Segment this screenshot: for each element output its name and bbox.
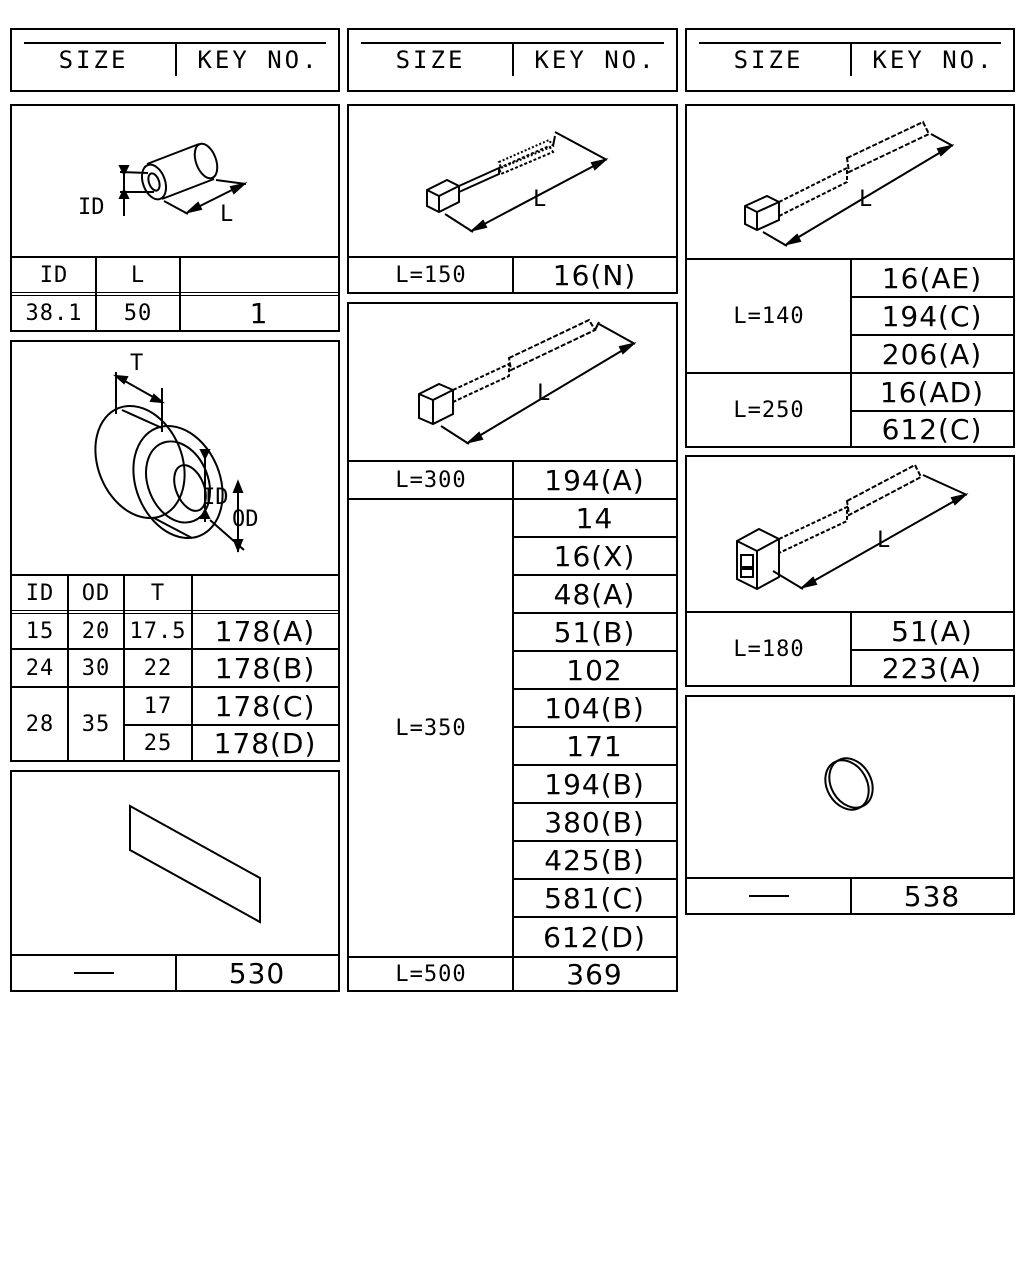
long-tie-key: 104(B) xyxy=(513,688,676,726)
long-tie-key: 16(X) xyxy=(513,536,676,574)
grommet-key-value: 178(A) xyxy=(192,610,338,648)
grommet-key-value: 178(C) xyxy=(192,686,338,724)
grommet-col-id: ID xyxy=(12,574,68,610)
cap-key-value: 538 xyxy=(851,877,1013,913)
long-tie-l-label: L xyxy=(537,381,551,406)
grommet-od-value: 30 xyxy=(68,648,124,686)
tube-col-key xyxy=(180,256,338,292)
tube-col-l: L xyxy=(96,256,180,292)
wide-tie-l-label: L xyxy=(859,187,873,212)
small-tie-panel xyxy=(347,104,678,294)
long-tie-key: 425(B) xyxy=(513,840,676,878)
grommet-col-key xyxy=(192,574,338,610)
long-tie-key: 51(B) xyxy=(513,612,676,650)
cable-tie-illustration xyxy=(349,106,676,256)
long-tie-size: L=350 xyxy=(349,498,513,956)
tube-id-value: 38.1 xyxy=(12,292,96,330)
tube-l-label: L xyxy=(220,202,234,227)
sheet-size-dash xyxy=(12,954,176,990)
long-tie-key: 380(B) xyxy=(513,802,676,840)
grommet-od-label: OD xyxy=(232,507,259,532)
key-no-header: KEY NO. xyxy=(872,46,995,74)
sheet-panel xyxy=(10,770,340,992)
long-tie-key: 581(C) xyxy=(513,878,676,916)
grommet-t-label: T xyxy=(130,351,144,376)
clip-tie-key: 51(A) xyxy=(851,611,1013,649)
long-tie-key: 194(B) xyxy=(513,764,676,802)
tube-illustration xyxy=(12,106,338,256)
long-tie-key: 369 xyxy=(513,956,676,990)
grommet-t-value: 25 xyxy=(124,724,192,760)
long-tie-key: 171 xyxy=(513,726,676,764)
grommet-key-value: 178(B) xyxy=(192,648,338,686)
grommet-id-value: 24 xyxy=(12,648,68,686)
long-tie-key: 48(A) xyxy=(513,574,676,612)
grommet-od-value: 20 xyxy=(68,610,124,648)
cap-illustration xyxy=(687,697,1013,877)
cable-tie-illustration xyxy=(349,304,676,460)
size-header: SIZE xyxy=(58,46,129,74)
wide-tie-size: L=140 xyxy=(687,258,851,372)
cable-tie-clip-illustration xyxy=(687,457,1013,611)
grommet-od-value: 35 xyxy=(68,686,124,760)
long-tie-key: 194(A) xyxy=(513,460,676,498)
grommet-key-value: 178(D) xyxy=(192,724,338,760)
wide-tie-size: L=250 xyxy=(687,372,851,446)
clip-tie-panel xyxy=(685,455,1015,687)
header-col-1 xyxy=(10,28,340,92)
tube-key-value: 1 xyxy=(180,292,338,330)
grommet-t-value: 17 xyxy=(124,686,192,724)
wide-tie-key: 206(A) xyxy=(851,334,1013,372)
grommet-id-value: 15 xyxy=(12,610,68,648)
header-col-2 xyxy=(347,28,678,92)
wide-tie-key: 194(C) xyxy=(851,296,1013,334)
long-tie-size: L=500 xyxy=(349,956,513,990)
cap-size-dash xyxy=(687,877,851,913)
small-tie-size: L=150 xyxy=(349,256,513,292)
sheet-illustration xyxy=(12,772,338,954)
small-tie-key: 16(N) xyxy=(513,256,676,292)
grommet-col-od: OD xyxy=(68,574,124,610)
grommet-t-value: 17.5 xyxy=(124,610,192,648)
cable-tie-illustration xyxy=(687,106,1013,258)
cap-panel xyxy=(685,695,1015,915)
size-header: SIZE xyxy=(733,46,804,74)
header-col-3 xyxy=(685,28,1015,92)
grommet-id-label: ID xyxy=(202,485,229,510)
tube-l-value: 50 xyxy=(96,292,180,330)
tube-id-label: ID xyxy=(78,195,105,220)
long-tie-panel xyxy=(347,302,678,992)
wide-tie-key: 16(AD) xyxy=(851,372,1013,410)
wide-tie-key: 16(AE) xyxy=(851,258,1013,296)
wide-tie-key: 612(C) xyxy=(851,410,1013,446)
key-no-header: KEY NO. xyxy=(534,46,657,74)
grommet-panel xyxy=(10,340,340,762)
grommet-t-value: 22 xyxy=(124,648,192,686)
wide-tie-panel xyxy=(685,104,1015,448)
clip-tie-l-label: L xyxy=(877,528,891,553)
long-tie-key: 612(D) xyxy=(513,916,676,956)
tube-panel xyxy=(10,104,340,332)
long-tie-size: L=300 xyxy=(349,460,513,498)
key-no-header: KEY NO. xyxy=(197,46,320,74)
long-tie-key: 102 xyxy=(513,650,676,688)
grommet-illustration xyxy=(12,342,338,574)
grommet-col-t: T xyxy=(124,574,192,610)
clip-tie-key: 223(A) xyxy=(851,649,1013,685)
small-tie-l-label: L xyxy=(533,187,547,212)
size-header: SIZE xyxy=(395,46,466,74)
tube-col-id: ID xyxy=(12,256,96,292)
long-tie-key: 14 xyxy=(513,498,676,536)
sheet-key-value: 530 xyxy=(176,954,338,990)
clip-tie-size: L=180 xyxy=(687,611,851,685)
grommet-id-value: 28 xyxy=(12,686,68,760)
